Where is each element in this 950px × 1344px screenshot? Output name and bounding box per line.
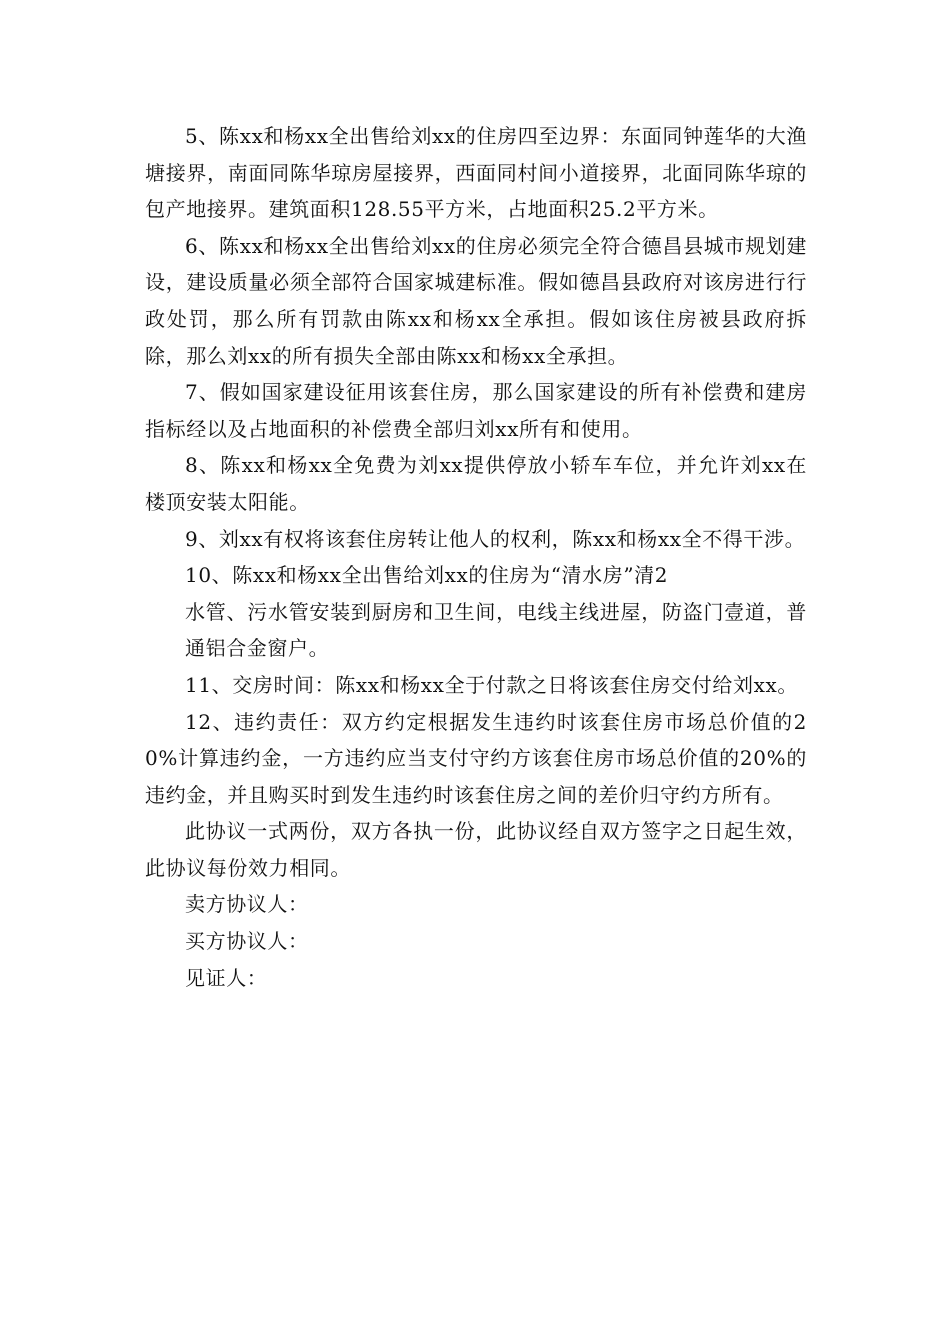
clause-11-handover: 11、交房时间：陈xx和杨xx全于付款之日将该套住房交付给刘xx。 — [185, 672, 798, 697]
buyer-signature-line: 买方协议人： — [185, 929, 309, 954]
clause-10-continued: 水管、污水管安装到厨房和卫生间，电线主线进屋，防盗门壹道，普通铝合金窗户。 — [185, 599, 807, 661]
clause-7-expropriation: 7、假如国家建设征用该套住房，那么国家建设的所有补偿费和建房指标经以及占地面积的补偿费全部归刘xx所有和使用。 — [145, 380, 807, 441]
clause-6-planning-compliance: 6、陈xx和杨xx全出售给刘xx的住房必须完全符合德昌县城市规划建设，建设质量必须全部符合国家城建标准。假如德昌县政府对该房进行行政处罚，那么所有罚款由陈xx和杨xx全承担。假如该住房被县政府拆除，那么刘xx的所有损失全部由陈xx和杨xx全承担。 — [145, 233, 807, 368]
witness-signature-line: 见证人： — [185, 965, 268, 990]
clause-12-liability: 12、违约责任：双方约定根据发生违约时该套住房市场总价值的20%计算违约金，一方违约应当支付守约方该套住房市场总价值的20%的违约金，并且购买时到发生违约时该套住房之间的差价归守约方所有。 — [145, 709, 807, 807]
seller-signature-line: 卖方协议人： — [185, 892, 309, 917]
document-page — [145, 118, 807, 996]
clause-9-transfer: 9、刘xx有权将该套住房转让他人的权利，陈xx和杨xx全不得干涉。 — [185, 526, 806, 551]
clause-8-parking: 8、陈xx和杨xx全免费为刘xx提供停放小轿车车位，并允许刘xx在楼顶安装太阳能。 — [145, 453, 807, 514]
clause-10-condition: 10、陈xx和杨xx全出售给刘xx的住房为“清水房”清2 — [185, 563, 669, 588]
effectiveness-statement: 此协议一式两份，双方各执一份，此协议经自双方签字之日起生效，此协议每份效力相同。 — [145, 819, 807, 880]
clause-5-boundaries: 5、陈xx和杨xx全出售给刘xx的住房四至边界：东面同钟莲华的大渔塘接界，南面同陈华琼房屋接界，西面同村间小道接界，北面同陈华琼的包产地接界。建筑面积128.55平方米，占地面积25.2平方米。 — [145, 124, 807, 222]
